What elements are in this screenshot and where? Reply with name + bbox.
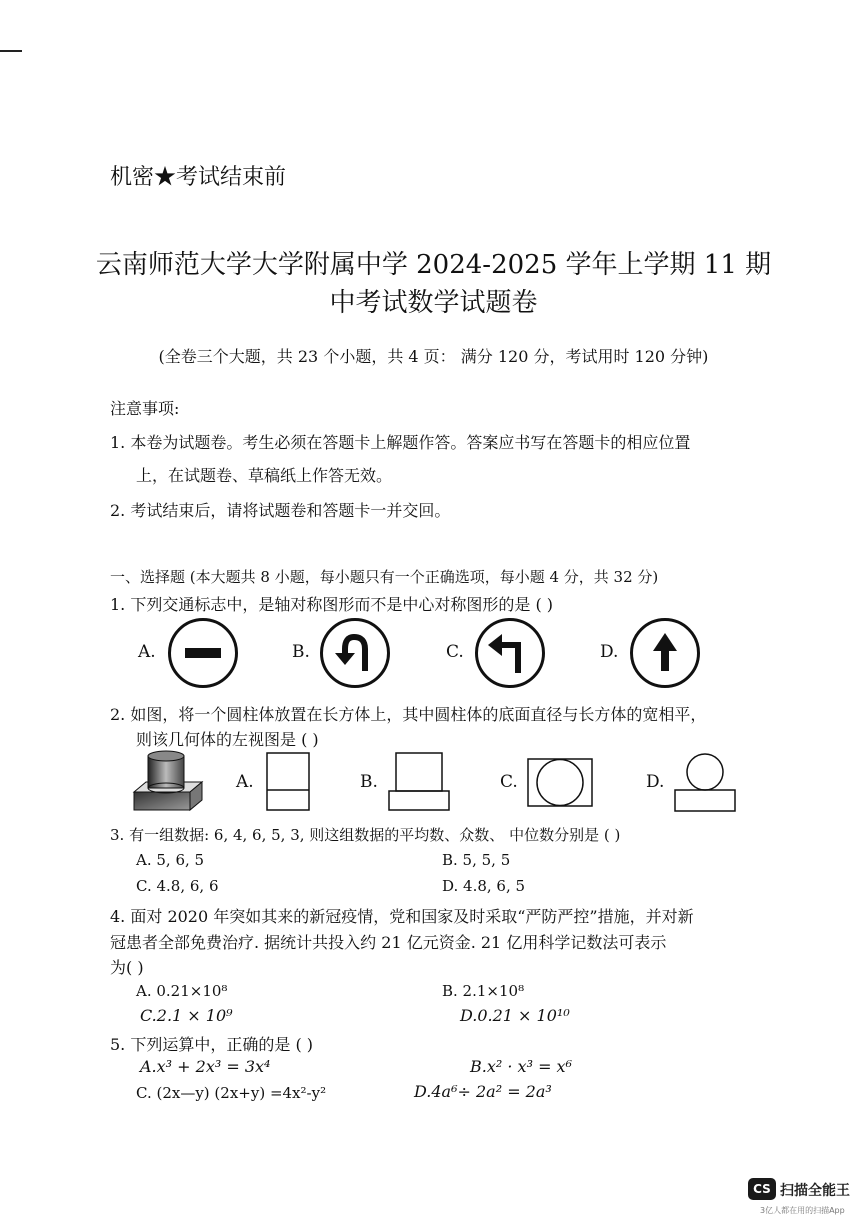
- exam-title-line1: 云南师范大学大学附属中学 2024-2025 学年上学期 11 期: [95, 250, 772, 280]
- note-item-1-line1: 1. 本卷为试题卷。考生必须在答题卡上解题作答。答案应书写在答题卡的相应位置: [110, 433, 691, 452]
- u-turn-arrow-icon: [320, 618, 390, 688]
- scanner-app-tagline: 3亿人都在用的扫描App: [760, 1206, 845, 1215]
- q2-option-d-view: [674, 752, 736, 814]
- q4-option-b: B. 2.1×10⁸: [442, 982, 525, 1000]
- q2-stem-line2: 则该几何体的左视图是 ( ): [136, 730, 319, 749]
- q5-option-c: C. (2x—y) (2x+y) =4x²-y²: [136, 1084, 327, 1102]
- q1-option-a-label: A.: [138, 642, 156, 662]
- q5-stem: 5. 下列运算中，正确的是 ( ): [110, 1035, 314, 1054]
- note-item-2: 2. 考试结束后，请将试题卷和答题卡一并交回。: [110, 501, 451, 520]
- corner-mark: [0, 50, 22, 52]
- q4-option-d: D.0.21 × 10¹⁰: [460, 1006, 570, 1025]
- scanner-logo-icon: CS: [748, 1178, 776, 1200]
- solid-figure-icon: [130, 748, 210, 814]
- q2-option-b-label: B.: [360, 772, 378, 792]
- q4-option-c: C.2.1 × 10⁹: [140, 1006, 233, 1025]
- q1-option-b-label: B.: [292, 642, 310, 662]
- q2-option-b-view: [388, 752, 450, 812]
- q3-option-d: D. 4.8, 6, 5: [442, 877, 526, 895]
- q1-option-d-label: D.: [600, 642, 619, 662]
- q1-stem: 1. 下列交通标志中，是轴对称图形而不是中心对称图形的是 ( ): [110, 595, 554, 614]
- straight-up-arrow-icon: [630, 618, 700, 688]
- q2-option-a-label: A.: [236, 772, 254, 792]
- q3-option-c: C. 4.8, 6, 6: [136, 877, 219, 895]
- confidential-label: 机密★考试结束前: [110, 165, 287, 190]
- q2-option-c-label: C.: [500, 772, 518, 792]
- q3-option-a: A. 5, 6, 5: [136, 851, 205, 869]
- exam-subtitle: (全卷三个大题，共 23 个小题，共 4 页： 满分 120 分，考试用时 120 分钟): [158, 347, 709, 366]
- q2-stem-line1: 2. 如图，将一个圆柱体放置在长方体上，其中圆柱体的底面直径与长方体的宽相平，: [110, 705, 707, 724]
- q3-option-b: B. 5, 5, 5: [442, 851, 511, 869]
- q5-option-a: A.x³ + 2x³ = 3x⁴: [140, 1057, 271, 1076]
- section1-heading: 一、选择题 (本大题共 8 小题，每小题只有一个正确选项，每小题 4 分，共 32 分): [110, 568, 659, 586]
- q4-stem-line2: 冠患者全部免费治疗. 据统计共投入约 21 亿元资金. 21 亿用科学记数法可表示: [110, 933, 667, 952]
- q4-stem-line3: 为( ): [110, 958, 144, 977]
- q2-option-d-label: D.: [646, 772, 665, 792]
- no-entry-bar-icon: [168, 618, 238, 688]
- q1-option-c-label: C.: [446, 642, 464, 662]
- q4-option-a: A. 0.21×10⁸: [136, 982, 228, 1000]
- q2-option-a-view: [266, 752, 310, 812]
- exam-title-line2: 中考试数学试题卷: [329, 288, 538, 318]
- q2-option-c-view: [527, 758, 593, 808]
- note-item-1-line2: 上，在试题卷、草稿纸上作答无效。: [136, 466, 393, 485]
- scanner-app-name: 扫描全能王: [780, 1183, 850, 1199]
- turn-left-arrow-icon: [475, 618, 545, 688]
- q3-stem: 3. 有一组数据: 6, 4, 6, 5, 3, 则这组数据的平均数、众数、 中位数分别是 ( ): [110, 826, 621, 844]
- notes-heading: 注意事项:: [110, 399, 180, 418]
- q5-option-d: D.4a⁶÷ 2a² = 2a³: [414, 1082, 552, 1101]
- q5-option-b: B.x² · x³ = x⁶: [470, 1057, 572, 1076]
- q4-stem-line1: 4. 面对 2020 年突如其来的新冠疫情，党和国家及时采取“严防严控”措施，并对新: [110, 907, 694, 926]
